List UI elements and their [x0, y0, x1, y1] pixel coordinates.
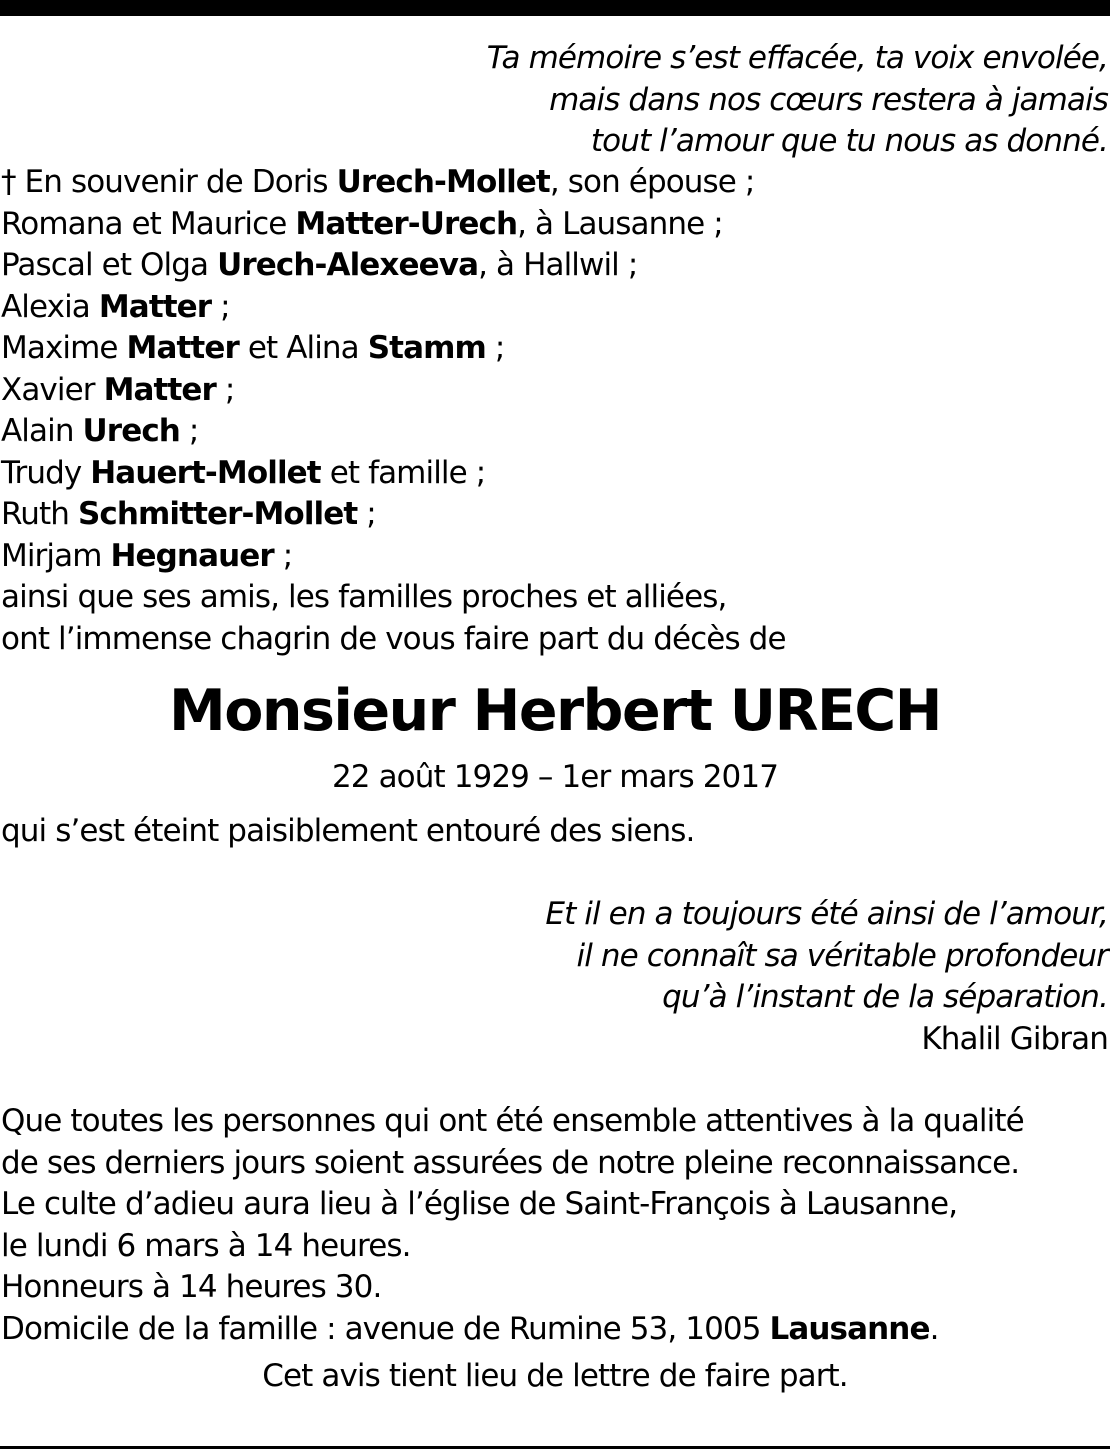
intro-line: ainsi que ses amis, les familles proches et alliées, [1, 579, 727, 615]
deceased-name: Monsieur Herbert URECH [169, 678, 941, 744]
bottom-rule [0, 1446, 1110, 1449]
detail-line: Honneurs à 14 heures 30. [1, 1269, 382, 1305]
quote-line: il ne connaît sa véritable profondeur [576, 937, 1108, 974]
mourner-line: Alain Urech ; [1, 413, 199, 449]
epigraph-line: tout l’amour que tu nous as donné. [590, 123, 1108, 159]
mourner-line: Mirjam Hegnauer ; [1, 537, 293, 574]
closing-note [0, 1356, 1110, 1398]
epigraph-line: mais dans nos cœurs restera à jamais [549, 81, 1108, 118]
mourner-line: Romana et Maurice Matter-Urech, à Lausanne ; [1, 205, 723, 242]
epigraph [0, 38, 1108, 163]
detail-line: le lundi 6 mars à 14 heures. [1, 1227, 411, 1264]
mourner-line: Alexia Matter ; [1, 288, 230, 325]
quote-line: Et il en a toujours été ainsi de l’amour, [545, 896, 1108, 932]
domicile-line: Domicile de la famille : avenue de Rumine 53, 1005 Lausanne. [1, 1310, 939, 1347]
mourner-line: Pascal et Olga Urech-Alexeeva, à Hallwil ; [1, 247, 638, 283]
epigraph-line: Ta mémoire s’est effacée, ta voix envolée, [486, 40, 1108, 76]
quote-line: qu’à l’instant de la séparation. [662, 979, 1108, 1015]
quote [0, 894, 1108, 1060]
ceremony-details [1, 1101, 1109, 1350]
detail-line: Le culte d’adieu aura lieu à l’église de Saint-François à Lausanne, [1, 1186, 958, 1222]
life-dates [0, 757, 1110, 799]
mourner-line: Ruth Schmitter-Mollet ; [1, 496, 376, 532]
quote-author: Khalil Gibran [921, 1020, 1108, 1057]
top-rule [0, 0, 1110, 16]
detail-line: Que toutes les personnes qui ont été ensemble attentives à la qualité [1, 1103, 1024, 1139]
passing-statement [1, 811, 1109, 853]
intro-line: ont l’immense chagrin de vous faire part du décès de [1, 620, 786, 657]
passing-statement-text: qui s’est éteint paisiblement entouré des siens. [1, 813, 695, 849]
detail-line: de ses derniers jours soient assurées de notre pleine reconnaissance. [1, 1144, 1020, 1181]
closing-note-text: Cet avis tient lieu de lettre de faire part. [262, 1358, 848, 1394]
mourner-line: Maxime Matter et Alina Stamm ; [1, 330, 505, 366]
mourner-line: Xavier Matter ; [1, 371, 235, 408]
mourner-line: Trudy Hauert-Mollet et famille ; [1, 454, 486, 491]
mourner-line: † En souvenir de Doris Urech-Mollet, son épouse ; [1, 164, 755, 200]
life-dates-text: 22 août 1929 – 1er mars 2017 [331, 759, 779, 795]
mourners-list [1, 162, 1109, 660]
